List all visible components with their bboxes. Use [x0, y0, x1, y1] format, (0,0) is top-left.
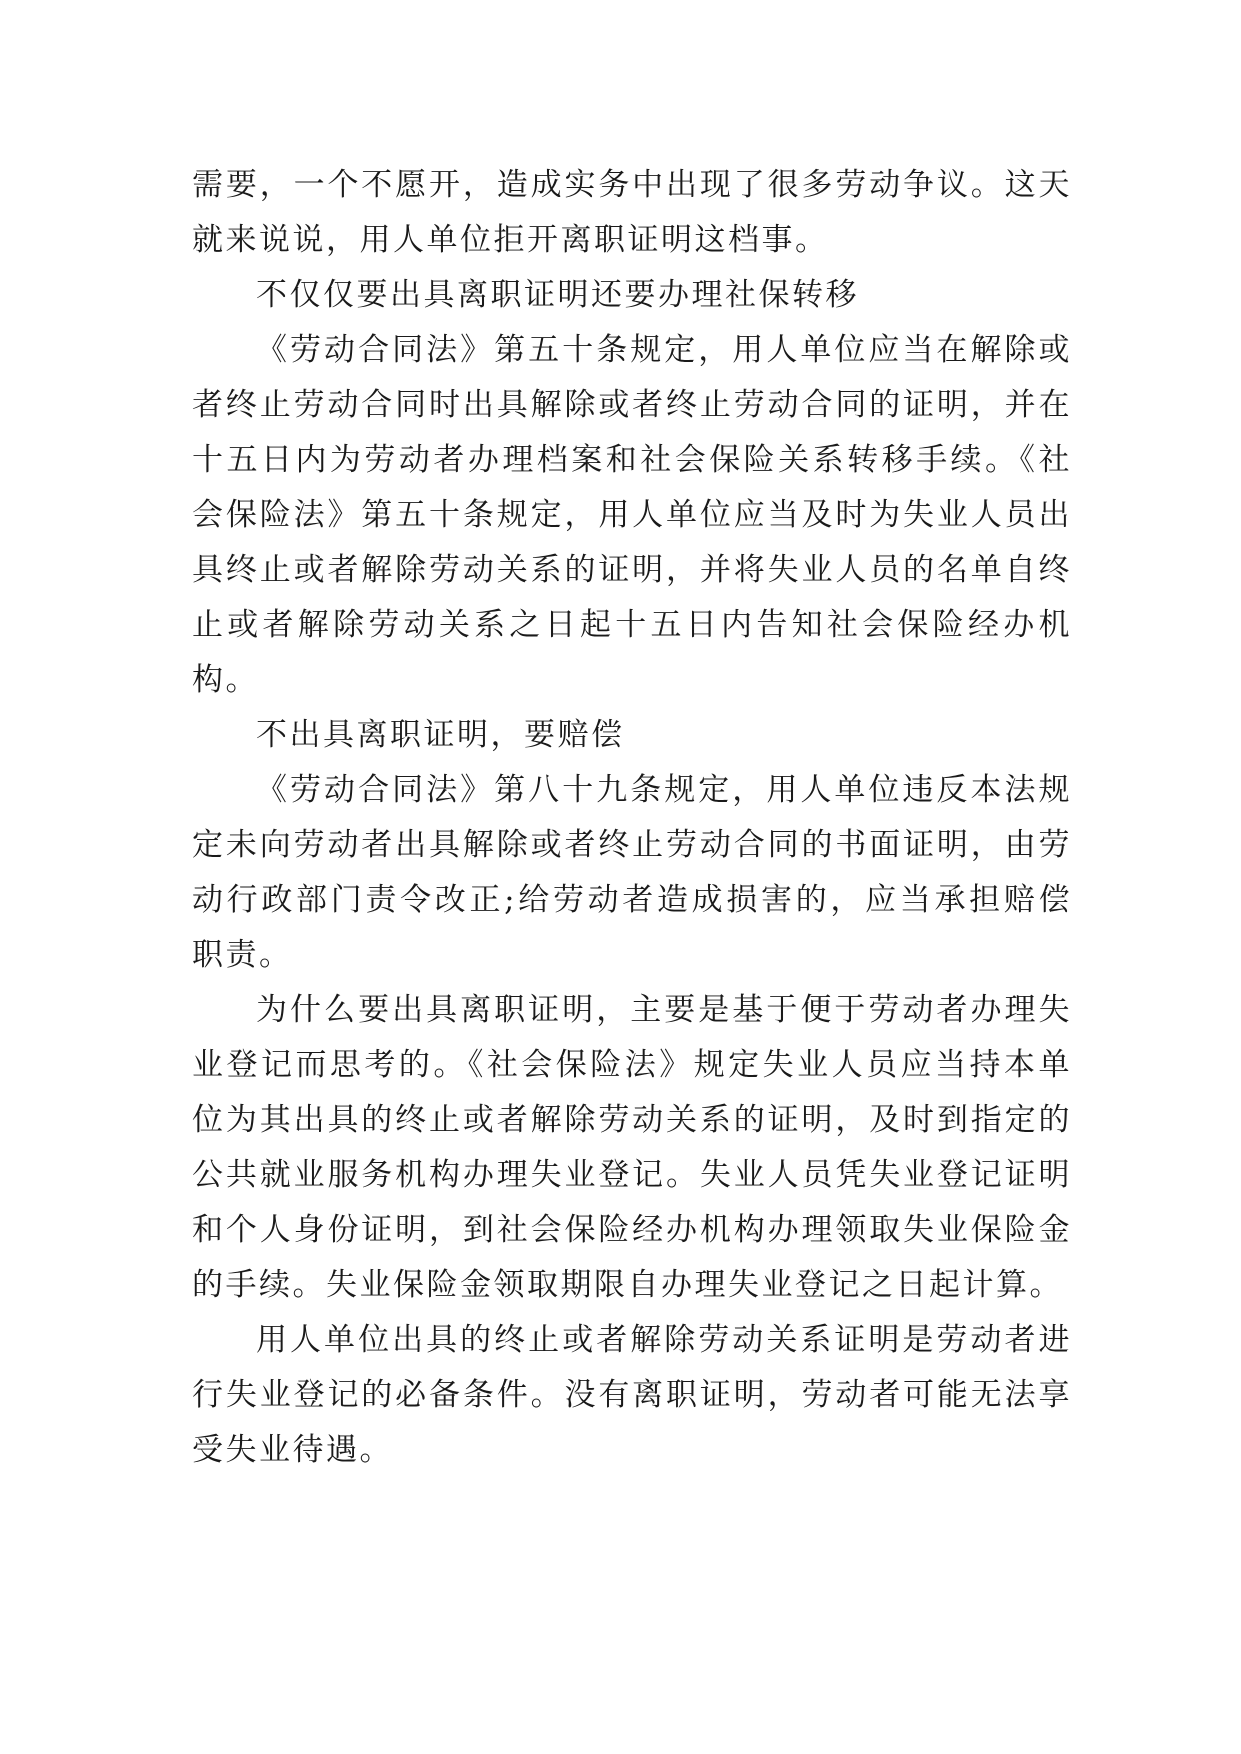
paragraph-labor-contract-law-article-50: 《劳动合同法》第五十条规定，用人单位应当在解除或者终止劳动合同时出具解除或者终止劳动合同的证明，并在十五日内为劳动者办理档案和社会保险关系转移手续。《社会保险法》第五十条规定，用人单位应当及时为失业人员出具终止或者解除劳动关系的证明，并将失业人员的名单自终止或者解除劳动关系之日起十五日内告知社会保险经办机构。: [192, 332, 1072, 698]
paragraph-intro-continuation: 需要，一个不愿开，造成实务中出现了很多劳动争议。这天就来说说，用人单位拒开离职证明这档事。: [192, 167, 1072, 258]
paragraph-labor-contract-law-article-89: 《劳动合同法》第八十九条规定，用人单位违反本法规定未向劳动者出具解除或者终止劳动合同的书面证明，由劳动行政部门责令改正;给劳动者造成损害的，应当承担赔偿职责。: [192, 772, 1072, 973]
paragraph-unemployment-registration: 为什么要出具离职证明，主要是基于便于劳动者办理失业登记而思考的。《社会保险法》规定失业人员应当持本单位为其出具的终止或者解除劳动关系的证明，及时到指定的公共就业服务机构办理失业登记。失业人员凭失业登记证明和个人身份证明，到社会保险经办机构办理领取失业保险金的手续。失业保险金领取期限自办理失业登记之日起计算。: [192, 992, 1072, 1303]
paragraph-certificate-requirement: 用人单位出具的终止或者解除劳动关系证明是劳动者进行失业登记的必备条件。没有离职证明，劳动者可能无法享受失业待遇。: [192, 1322, 1072, 1468]
section-heading-social-insurance-transfer: 不仅仅要出具离职证明还要办理社保转移: [256, 277, 859, 313]
section-heading-compensation: 不出具离职证明，要赔偿: [256, 717, 625, 753]
document-body: [192, 158, 1072, 1478]
